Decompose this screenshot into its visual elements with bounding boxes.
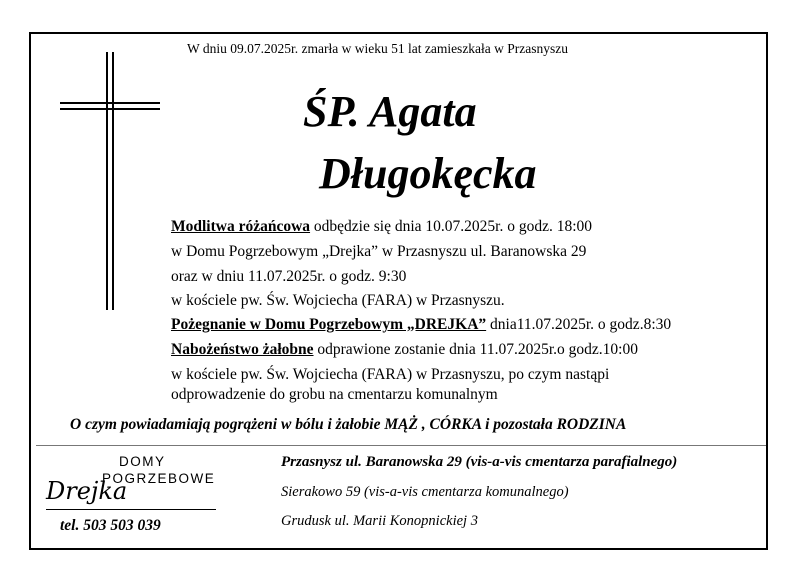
detail-line-5 [171,316,671,334]
logo-word-pogrzebowe: POGRZEBOWE [102,471,216,486]
farewell-text: dnia11.07.2025r. o godz.8:30 [486,316,672,333]
logo-script: Drejka [46,477,128,505]
deceased-name-line1: ŚP. Agata [303,87,477,136]
detail-line-7: w kościele pw. Św. Wojciecha (FARA) w Przasnyszu, po czym nastąpi [171,366,610,383]
phone-number: tel. 503 503 039 [60,517,161,534]
mass-text: odprawione zostanie dnia 11.07.2025r.o godz.10:00 [313,341,638,358]
address-3: Grudusk ul. Marii Konopnickiej 3 [281,513,478,529]
logo-word-domy: DOMY [119,454,166,469]
detail-line-8: odprowadzenie do grobu na cmentarzu komunalnym [171,386,498,403]
address-2: Sierakowo 59 (vis-a-vis cmentarza komunalnego) [281,484,569,500]
detail-line-2: w Domu Pogrzebowym „Drejka” w Przasnyszu ul. Baranowska 29 [171,243,587,260]
announcement: O czym powiadamiają pogrążeni w bólu i żałobie MĄŻ , CÓRKA i pozostała RODZINA [70,416,627,433]
logo-underline [46,509,216,510]
rosary-label: Modlitwa różańcowa [171,218,311,235]
divider [36,445,766,446]
detail-line-1 [171,218,592,236]
address-1: Przasnysz ul. Baranowska 29 (vis-a-vis cmentarza parafialnego) [281,454,678,470]
deceased-name-line2: Długokęcka [319,149,537,198]
rosary-text: odbędzie się dnia 10.07.2025r. o godz. 18:00 [310,218,593,235]
detail-line-6 [171,341,638,359]
detail-line-3: oraz w dniu 11.07.2025r. o godz. 9:30 [171,268,407,285]
intro-text: W dniu 09.07.2025r. zmarła w wieku 51 lat zamieszkała w Przasnyszu [187,41,569,56]
mass-label: Nabożeństwo żałobne [171,341,314,358]
farewell-label: Pożegnanie w Domu Pogrzebowym „DREJKA” [171,316,487,333]
detail-line-4: w kościele pw. Św. Wojciecha (FARA) w Przasnyszu. [171,292,505,309]
